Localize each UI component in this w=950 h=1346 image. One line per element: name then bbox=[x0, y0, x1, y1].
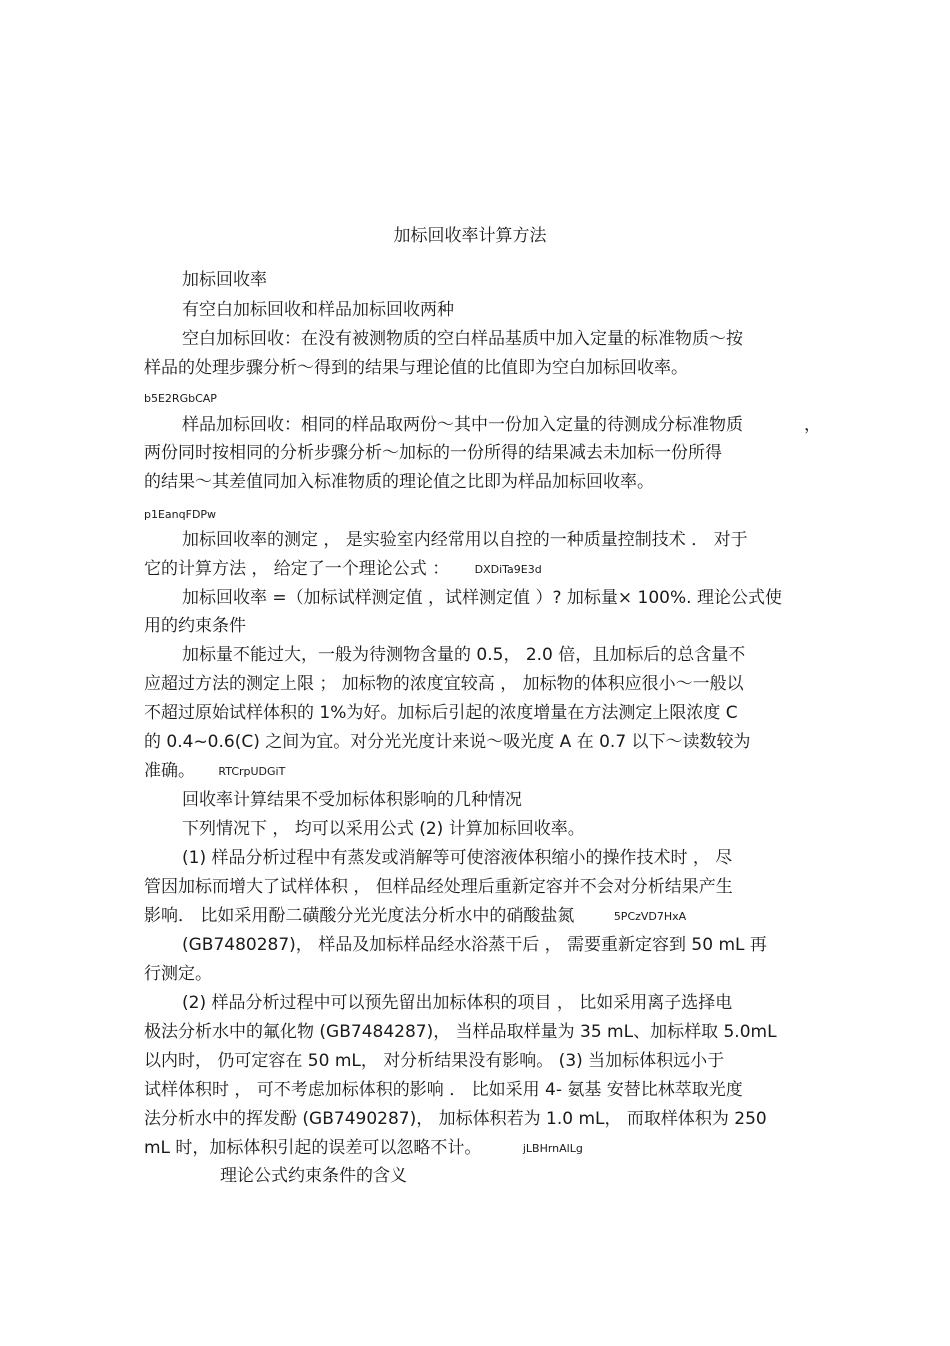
paragraph-line: 下列情况下 ， 均可以采用公式 (2) 计算加标回收率。 bbox=[182, 819, 585, 839]
paragraph-heading-recovery-rate: 加标回收率 bbox=[182, 270, 267, 290]
watermark-code: b5E2RGbCAP bbox=[144, 392, 217, 405]
paragraph-line: (1) 样品分析过程中有蒸发或消解等可使溶液体积缩小的操作技术时 ， 尽 bbox=[182, 848, 733, 868]
paragraph-text: 准确。 bbox=[144, 761, 195, 781]
section-heading: 回收率计算结果不受加标体积影响的几种情况 bbox=[182, 790, 522, 810]
paragraph-text: 它的计算方法 ， 给定了一个理论公式 ： bbox=[144, 559, 450, 579]
page-title: 加标回收率计算方法 bbox=[393, 226, 547, 246]
paragraph-line: 的结果～其差值同加入标准物质的理论值之比即为样品加标回收率。 bbox=[144, 472, 654, 492]
watermark-code: jLBHrnAlLg bbox=[522, 1142, 583, 1155]
paragraph-line: 管因加标而增大了试样体积 ， 但样品经处理后重新定容并不会对分析结果产生 bbox=[144, 877, 733, 897]
paragraph-line: 试样体积时 ， 可不考虑加标体积的影响 ． 比如采用 4- 氨基 安替比林萃取光度 bbox=[144, 1080, 743, 1100]
paragraph-line: 法分析水中的挥发酚 (GB7490287)， 加标体积若为 1.0 mL， 而取样体积为 250 bbox=[144, 1109, 767, 1129]
paragraph-line: 样品的处理步骤分析～得到的结果与理论值的比值即为空白加标回收率。 bbox=[144, 358, 688, 378]
paragraph-line: 以内时， 仍可定容在 50 mL， 对分析结果没有影响。 (3) 当加标体积远小于 bbox=[144, 1051, 725, 1071]
paragraph-line: 样品加标回收：相同的样品取两份～其中一份加入定量的待测成分标准物质 bbox=[182, 415, 743, 435]
paragraph-line: 加标回收率的测定 ， 是实验室内经常用以自控的一种质量控制技术 ． 对于 bbox=[182, 530, 748, 550]
paragraph-line: 空白加标回收：在没有被测物质的空白样品基质中加入定量的标准物质～按 bbox=[182, 329, 743, 349]
paragraph-line: 两份同时按相同的分析步骤分析～加标的一份所得的结果减去未加标一份所得 bbox=[144, 443, 722, 463]
paragraph-line: (2) 样品分析过程中可以预先留出加标体积的项目 ， 比如采用离子选择电 bbox=[182, 993, 733, 1013]
paragraph-line bbox=[144, 759, 285, 784]
watermark-code: DXDiTa9E3d bbox=[474, 563, 542, 576]
paragraph-line: (GB7480287)， 样品及加标样品经水浴蒸干后 ， 需要重新定容到 50 mL 再 bbox=[182, 935, 767, 955]
paragraph-line bbox=[144, 1136, 583, 1161]
watermark-code: p1EanqFDPw bbox=[144, 508, 217, 521]
paragraph-line-comma: ， bbox=[804, 415, 821, 435]
paragraph-line: 行测定。 bbox=[144, 964, 212, 984]
paragraph-line: 应超过方法的测定上限 ； 加标物的浓度宜较高 ， 加标物的体积应很小～一般以 bbox=[144, 674, 744, 694]
paragraph-line bbox=[144, 557, 542, 582]
paragraph-line: 不超过原始试样体积的 1%为好。加标后引起的浓度增量在方法测定上限浓度 C bbox=[144, 703, 738, 723]
paragraph-text: 影响． 比如采用酚二磺酸分光光度法分析水中的硝酸盐氮 bbox=[144, 906, 575, 926]
formula-line: 加标回收率 =（加标试样测定值 ，试样测定值 ）? 加标量× 100%. 理论公式使 bbox=[182, 588, 782, 608]
watermark-code: 5PCzVD7HxA bbox=[613, 910, 687, 923]
paragraph-line: 极法分析水中的氟化物 (GB7484287)， 当样品取样量为 35 mL、加标样取 5.0mL bbox=[144, 1022, 777, 1042]
section-heading: 理论公式约束条件的含义 bbox=[220, 1166, 407, 1186]
paragraph-line: 用的约束条件 bbox=[144, 616, 246, 636]
paragraph-line: 加标量不能过大，一般为待测物含量的 0.5， 2.0 倍，且加标后的总含量不 bbox=[182, 645, 746, 665]
watermark-code: RTCrpUDGiT bbox=[218, 765, 286, 778]
paragraph-text: mL 时，加标体积引起的误差可以忽略不计。 bbox=[144, 1138, 482, 1158]
paragraph-line: 的 0.4~0.6(C) 之间为宜。对分光光度计来说～吸光度 A 在 0.7 以下～读数较为 bbox=[144, 732, 751, 752]
paragraph-line: 有空白加标回收和样品加标回收两种 bbox=[182, 300, 454, 320]
paragraph-line bbox=[144, 904, 686, 929]
